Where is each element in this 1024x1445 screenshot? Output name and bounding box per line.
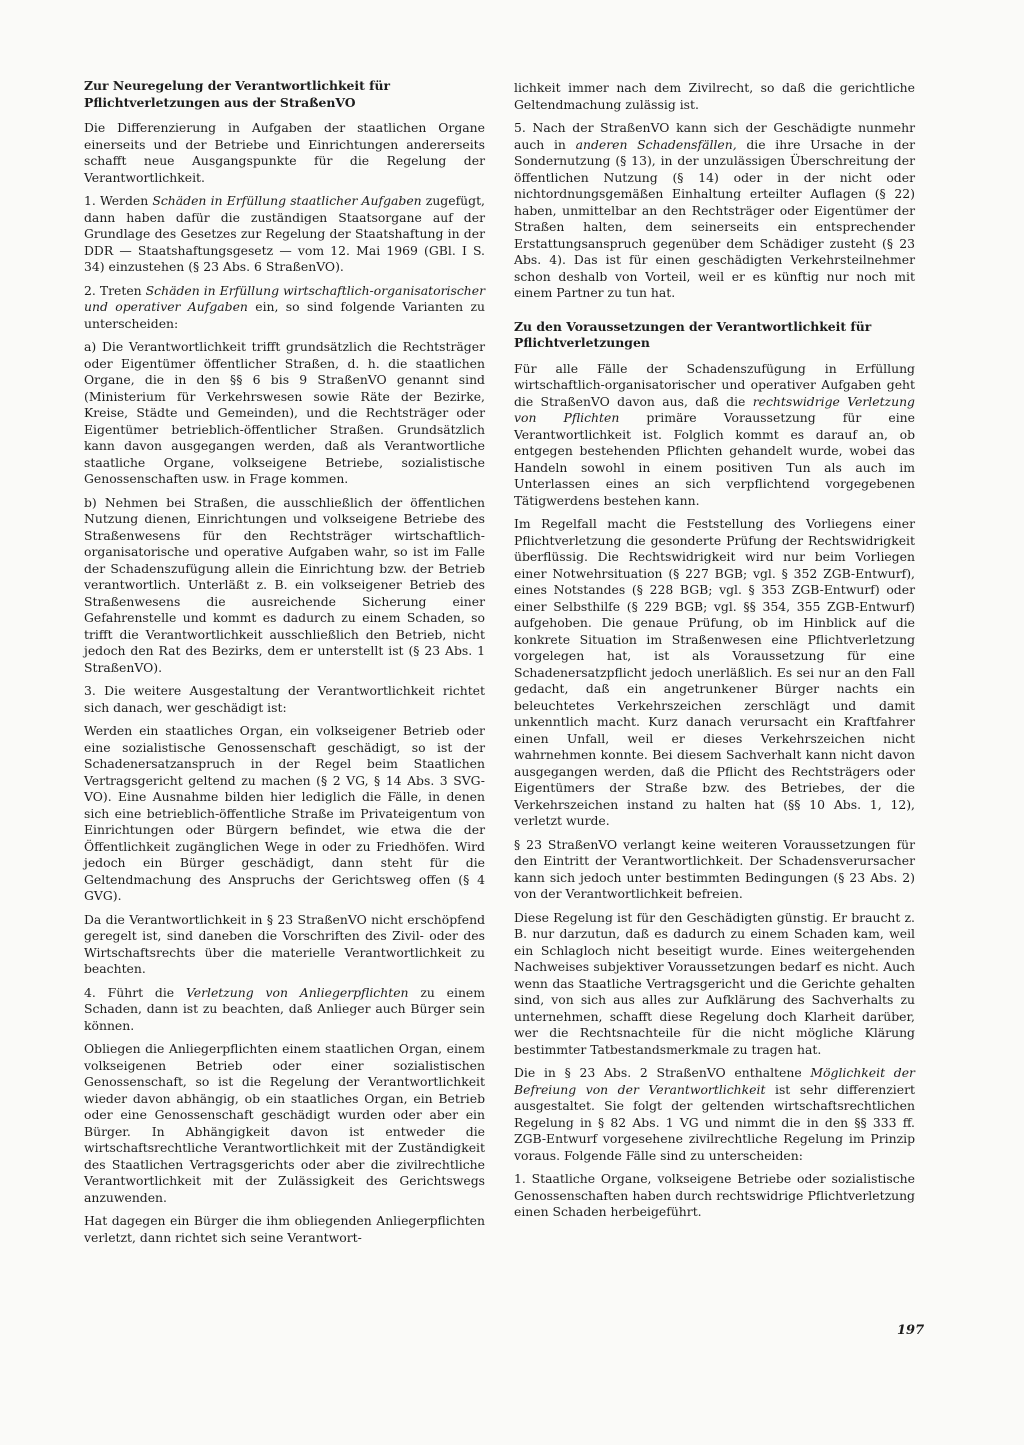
- paragraph: b) Nehmen bei Straßen, die ausschließlich der öffentlichen Nutzung dienen, Einrichtungen und volkseigene Betriebe des Straßenwesens für den Rechtsträger wirtschaftlich-organisatorische und operative Aufgaben wahr, so ist im Falle der Schadenszufügung allein die Einrichtung bzw. der Betrieb verantwortlich. Unterläßt z. B. ein volkseigener Betrieb des Straßenwesens die ausreichende Sicherung einer Gefahrenstelle und kommt es dadurch zu einem Schaden, so trifft die Verantwortlichkeit ausschließlich den Betrieb, nicht jedoch den Rat des Bezirks, dem er unterstellt ist (§ 23 Abs. 1 StraßenVO).: [84, 494, 485, 675]
- right-column: [514, 80, 915, 1228]
- left-column: [84, 78, 485, 1253]
- paragraph-text: 5. Nach der StraßenVO kann sich der Geschädigte nunmehr auch in: [514, 120, 915, 152]
- paragraph: Diese Regelung ist für den Geschädigten günstig. Er braucht z. B. nur darzutun, daß es dadurch zu einem Schaden kam, weil ein Schlagloch nicht beseitigt wurde. Eines weitergehenden Nachweises subjektiver Voraussetzungen bedarf es nicht. Auch wenn das Staatliche Vertragsgericht und die Gerichte gehalten sind, von sich aus alles zur Aufklärung des Sachverhalts zu unternehmen, schafft diese Regelung doch Klarheit darüber, wer die Rechtsnachteile für die nicht mögliche Klärung bestimmter Tatbestandsmerkmale zu tragen hat.: [514, 909, 915, 1057]
- paragraph: Im Regelfall macht die Feststellung des Vorliegens einer Pflichtverletzung die gesonderte Prüfung der Rechtswidrigkeit überflüssig. Die Rechtswidrigkeit wird nur beim Vorliegen einer Notwehrsituation (§ 227 BGB; vgl. § 352 ZGB-Entwurf), eines Notstandes (§ 228 BGB; vgl. § 353 ZGB-Entwurf) oder einer Selbsthilfe (§ 229 BGB; vgl. §§ 354, 355 ZGB-Entwurf) aufgehoben. Die genaue Prüfung, ob im Hinblick auf die konkrete Situation im Straßenwesen eine Pflichtverletzung vorgelegen hat, ist als Voraussetzung für eine Schadenersatzpflicht jedoch unerläßlich. Es sei nur an den Fall gedacht, daß ein angetrunkener Bürger nachts ein beleuchtetes Verkehrszeichen zerschlägt und damit unkenntlich macht. Kurz danach verursacht ein Kraftfahrer einen Unfall, weil er dieses Verkehrszeichen nicht wahrnehmen konnte. Bei diesem Sachverhalt kann nicht davon ausgegangen werden, daß die Pflicht des Rechtsträgers oder Eigentümers der Straße bzw. des Betriebes, der die Verkehrszeichen instand zu halten hat (§§ 10 Abs. 1, 12), verletzt wurde.: [514, 516, 915, 828]
- paragraph-text: Die in § 23 Abs. 2 StraßenVO enthaltene: [514, 1065, 811, 1080]
- section-spacer: [514, 309, 915, 319]
- paragraph: 1. Staatliche Organe, volkseigene Betriebe oder sozialistische Genossenschaften haben durch rechtswidrige Pflichtverletzung einen Schaden herbeigeführt.: [514, 1171, 915, 1219]
- paragraph: Da die Verantwortlichkeit in § 23 StraßenVO nicht erschöpfend geregelt ist, sind daneben die Vorschriften des Zivil- oder des Wirtschaftsrechts über die materielle Verantwortlichkeit zu beachten.: [84, 911, 485, 976]
- paragraph: [514, 361, 915, 510]
- paragraph-emphasis: Schäden in Erfüllung wirtschaftlich-organisatorischer und operativer Aufgaben: [84, 282, 485, 314]
- paragraph-text: 4. Führt die: [84, 984, 186, 1000]
- paragraph: a) Die Verantwortlichkeit trifft grundsätzlich die Rechtsträger oder Eigentümer öffentlicher Straßen, d. h. die staatlichen Organe, die in den §§ 6 bis 9 StraßenVO genannt sind (Ministerium für Verkehrswesen sowie Räte der Bezirke, Kreise, Städte und Gemeinden), und die Rechtsträger oder Eigentümer betrieblich-öffentlicher Straßen. Grundsätzlich kann davon ausgegangen werden, daß als Verantwortliche staatliche Organe, volkseigene Betriebe, sozialistische Genossenschaften usw. in Frage kommen.: [84, 339, 485, 486]
- paragraph-text: 2. Treten: [84, 282, 146, 298]
- paragraph: [84, 193, 485, 276]
- paragraph-text: Für alle Fälle der Schadenszufügung in Erfüllung wirtschaftlich-organisatorischer und operativer Aufgaben geht die StraßenVO davon aus, daß die: [514, 360, 915, 409]
- paragraph: § 23 StraßenVO verlangt keine weiteren Voraussetzungen für den Eintritt der Verantwortlichkeit. Der Schadensverursacher kann sich jedoch unter bestimmten Bedingungen (§ 23 Abs. 2) von der Verantwortlichkeit befreien.: [514, 836, 915, 901]
- paragraph: 3. Die weitere Ausgestaltung der Verantwortlichkeit richtet sich danach, wer geschädigt ist:: [84, 683, 485, 715]
- paragraph-text: primäre Voraussetzung für eine Verantwortlichkeit ist. Folglich kommt es darauf an, ob entgegen bestehenden Pflichten gehandelt wurde, wobei das Handeln sowohl in einem positiven Tun als auch im Unterlassen eines an sich verpflichtend vorgegebenen Tätigwerdens bestehen kann.: [514, 410, 915, 508]
- paragraph-text: zugefügt, dann haben dafür die zuständigen Staatsorgane auf der Grundlage des Gesetzes zur Regelung der Staatshaftung in der DDR — Staatshaftungsgesetz — vom 12. Mai 1969 (GBl. I S. 34) einzustehen (§ 23 Abs. 6 StraßenVO).: [84, 193, 485, 274]
- section-heading-voraussetzungen: Zu den Voraussetzungen der Verantwortlichkeit für Pflichtverletzungen: [514, 318, 872, 350]
- paragraph: lichkeit immer nach dem Zivilrecht, so daß die gerichtliche Geltendmachung zulässig ist.: [514, 80, 915, 112]
- paragraph: Werden ein staatliches Organ, ein volkseigener Betrieb oder eine sozialistische Genossenschaft geschädigt, so ist der Schadenersatzanspruch in der Regel beim Staatlichen Vertragsgericht geltend zu machen (§ 2 VG, § 14 Abs. 3 SVG-VO). Eine Ausnahme bilden hier lediglich die Fälle, in denen sich eine betrieblich-öffentliche Straße im Privateigentum von Einrichtungen oder Bürgern befindet, wie etwa die der Öffentlichkeit zugänglichen Wege in oder zu Friedhöfen. Wird jedoch ein Bürger geschädigt, dann steht für die Geltendmachung des Anspruchs der Gerichtsweg offen (§ 4 GVG).: [84, 723, 485, 903]
- paragraph: [84, 283, 485, 333]
- paragraph: Obliegen die Anliegerpflichten einem staatlichen Organ, einem volkseigenen Betrieb oder einer sozialistischen Genossenschaft, so ist die Regelung der Verantwortlichkeit wieder davon abhängig, ob ein staatliches Organ, ein Betrieb oder eine Genossenschaft geschädigt wurden oder aber ein Bürger. In Abhängigkeit davon ist entweder die wirtschaftsrechtliche Verantwortlichkeit mit der Zuständigkeit des Staatlichen Vertragsgerichts oder aber die zivilrechtliche Verantwortlichkeit mit der Zulässigkeit des Gerichtswegs anzuwenden.: [84, 1041, 485, 1205]
- paragraph: Die Differenzierung in Aufgaben der staatlichen Organe einerseits und der Betriebe und Einrichtungen andererseits schafft neue Ausgangspunkte für die Regelung der Verantwortlichkeit.: [84, 120, 485, 185]
- paragraph-emphasis: Verletzung von Anliegerpflichten: [185, 984, 409, 1000]
- page-number: 197: [897, 1323, 925, 1338]
- paragraph-text: zu einem Schaden, dann ist zu beachten, daß Anlieger auch Bürger sein können.: [84, 984, 485, 1033]
- paragraph-text: 1. Werden: [84, 193, 153, 208]
- paragraph-emphasis: Schäden in Erfüllung staatlicher Aufgaben: [152, 193, 422, 208]
- paragraph-emphasis: Möglichkeit der Befreiung von der Verantwortlichkeit: [514, 1065, 915, 1097]
- paragraph: [514, 120, 915, 302]
- section-heading-neuregelung: Zur Neuregelung der Verantwortlichkeit für Pflichtverletzungen aus der StraßenVO: [84, 78, 391, 110]
- paragraph: [514, 1065, 915, 1164]
- paragraph-text: ist sehr differenziert ausgestaltet. Sie folgt der geltenden wirtschaftsrechtlichen Regelung in § 82 Abs. 1 VG und nimmt die in den §§ 333 ff. ZGB-Entwurf vorgesehene zivilrechtliche Regelung im Prinzip voraus. Folgende Fälle sind zu unterscheiden:: [514, 1081, 915, 1163]
- paragraph-emphasis: anderen Schadensfällen,: [575, 136, 737, 152]
- paragraph: Hat dagegen ein Bürger die ihm obliegenden Anliegerpflichten verletzt, dann richtet sich seine Verantwort-: [84, 1213, 485, 1245]
- paragraph-emphasis: rechtswidrige Verletzung von Pflichten: [514, 393, 915, 425]
- paragraph-text: die ihre Ursache in der Sondernutzung (§ 13), in der unzulässigen Überschreitung der öffentlichen Nutzung (§ 14) oder in der nicht oder nichtordnungsgemäßen Einhaltung erteilter Auflagen (§ 22) haben, unmittelbar an den Rechtsträger oder Eigentümer der Straßen halten, dem seinerseits ein entsprechender Erstattungsanspruch gegenüber dem Schädiger zusteht (§ 23 Abs. 4). Das ist für einen geschädigten Verkehrsteilnehmer schon deshalb von Vorteil, weil er es künftig nur noch mit einem Partner zu tun hat.: [514, 136, 915, 300]
- paragraph-text: ein, so sind folgende Varianten zu unterscheiden:: [84, 299, 485, 331]
- paragraph: [84, 985, 485, 1035]
